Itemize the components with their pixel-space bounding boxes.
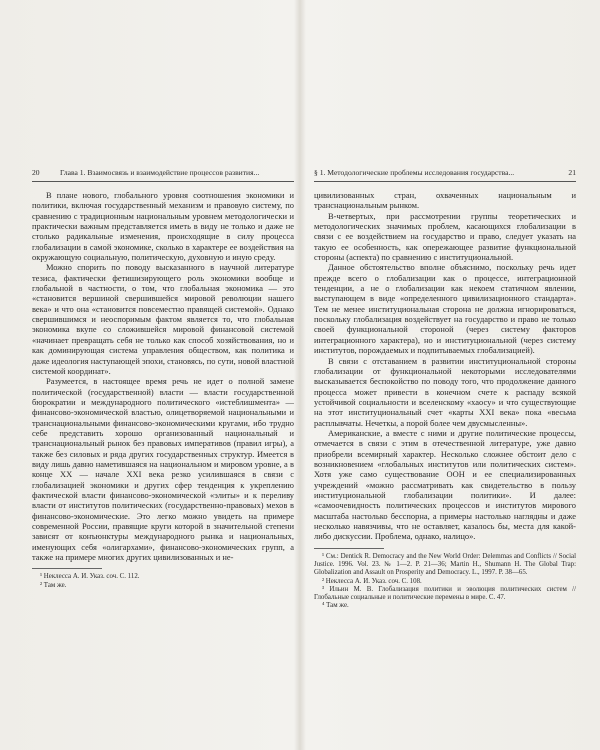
running-header xyxy=(314,168,576,180)
footnotes xyxy=(32,573,294,590)
body-text xyxy=(32,190,294,562)
footnote: ⁴ Там же. xyxy=(322,602,349,610)
paragraph: В-четвертых, при рассмотрении группы теоретических и методологических значимых проблем, касающихся глобализации в связи с ее воздействием на государство и право, следует указать на такую ее особенность, как опережающее развитие функциональной стороны (аспекта) по сравнению с институциональной. xyxy=(314,210,576,263)
paragraph: Данное обстоятельство вполне объяснимо, поскольку речь идет прежде всего о глобализации как о процессе, интеграционной тенденции, а не о глобализации как некоем статичном явлении, выступающем в виде «определенного цивилизационного стандарта». Тем не менее институциональная сторона не должна игнорироваться, поскольку глобализация воздействует на государство и право не только своей функциональной стороной (через систему факторов интеграционного характера), но и институциональной (через систему институтов, порождаемых и подпитываемых глобализацией). xyxy=(314,262,576,356)
header-title: Глава 1. Взаимосвязь и взаимодействие процессов развития... xyxy=(60,168,260,177)
footnote: ² Там же. xyxy=(40,581,67,589)
paragraph: В связи с отставанием в развитии институциональной стороны глобализации от функциональной некоторыми исследователями высказывается беспокойство по поводу того, что продолжение данного процесса может привести в конечном счете к распаду всякой устойчивой социальности и вселенскому «хаосу» и что существующие на этот институциональный счет «карты XXI века» пока «весьма расплывчаты. Нечеткы, а порой более чем двусмысленны». xyxy=(314,355,576,428)
footnote-rule xyxy=(32,568,102,569)
header-rule xyxy=(32,181,294,182)
paragraph: В плане нового, глобального уровня соотношения экономики и политики, включая государственный механизм и правовую систему, по сравнению с традиционным национальным уровнем методологически и практически важным представляется иметь в виду не только и даже не столько радикальные изменения, происходящие в силу процесса глобализации в самой экономике, сколько в характере ее воздействия на окружающую социальную, политическую, духовную и иную среду. xyxy=(32,190,294,263)
right-page xyxy=(314,168,576,611)
paragraph: Разумеется, в настоящее время речь не идет о полной замене политической (государственной) власти — власти государственной бюрократии и международного политического «истеблишмента» — финансово-экономической властью, олицетворяемой национальными и транснациональными финансово-экономическими кругами, ибо трудно себе представить хорошо организованный национальный и транснациональный рынок без правовых императивов (правил игры), а также без силовых и ряда других государственных структур. Имеется в виду лишь давно наметившаяся на национальном и мировом уровне, а в конце XX — начале XXI века резко усилившаяся в связи с глобализацией экономики и других сфер тенденция к укреплению фактической власти финансово-экономической «элиты» и к переливу власти от институтов политических (государственно-правовых) мехов в финансово-экономические. Это легко можно увидеть на примере современной России, правящие круги которой в значительной степени зависят от конъюнктуры международного рынка и национальных, именующих себя «олигархами», финансово-экономических групп, а также на примере многих других цивилизованных и не- xyxy=(32,376,294,563)
footnote: ³ Ильин М. В. Глобализация политики и эволюция политических систем // Глобальные социальные и политические перемены в мире. С. 47. xyxy=(314,585,576,602)
page-number: 20 xyxy=(32,168,40,177)
footnotes xyxy=(314,553,576,611)
running-header xyxy=(32,168,294,180)
footnote: ¹ Неклесса А. И. Указ. соч. С. 112. xyxy=(40,573,140,581)
paragraph: Можно спорить по поводу высказанного в научной литературе тезиса, фактически фетишизирующего роль экономики вообще и глобальной в частности, о том, что глобальная экономика — это «становится вершиной свершившейся мировой революции нашего века» и что она «становится повсеместно правящей системой». Однако свершившимся и неоспоримым фактом является то, что глобальная экономика вкупе со сложившейся мировой финансовой системой «начинает превращать себя не только как способ хозяйствования, но и как доминирующая система управления обществом, как политика и даже идеология наступающей эпохи, становясь, по сути, новой властной системой координат». xyxy=(32,262,294,376)
header-title: § 1. Методологические проблемы исследования государства... xyxy=(314,168,515,177)
footnote: ² Неклесса А. И. Указ. соч. С. 108. xyxy=(322,577,422,585)
footnote: ¹ См.: Dentick R. Democracy and the New World Order: Delemmas and Conflicts // Social Justice. 1996. Vol. 23. № 1—2. P. 21—36; Martin H., Shumann H. The Global Trap: Globalization and Assault on Prosperity and Democracy. L., 1997. P. 38—65. xyxy=(314,552,576,577)
body-text xyxy=(314,190,576,542)
left-page xyxy=(32,168,294,590)
header-rule xyxy=(314,181,576,182)
paragraph: цивилизованных стран, охваченных национальным и транснациональным рынком. xyxy=(314,190,576,211)
page-number: 21 xyxy=(568,168,576,177)
paragraph: Американские, а вместе с ними и другие политические процессы, отмечается в связи с этим в отечественной литературе, уже давно приобрели всемирный характер. Несколько сложнее обстоит дело с возникновением «глобальных институтов или политических систем». Хотя уже само существование ООН и ее специализированных учреждений «можно рассматривать как свидетельство в пользу институциональной глобализации политики». И далее: «самоочевидность политических процессов и институтов мирового масштаба настолько бесспорна, а примеры настолько наглядны и даже несколько навязчивы, что не оставляет, казалось бы, места для какой-либо дискуссии. Проблема, однако, налицо». xyxy=(314,427,576,542)
footnote-rule xyxy=(314,548,384,549)
